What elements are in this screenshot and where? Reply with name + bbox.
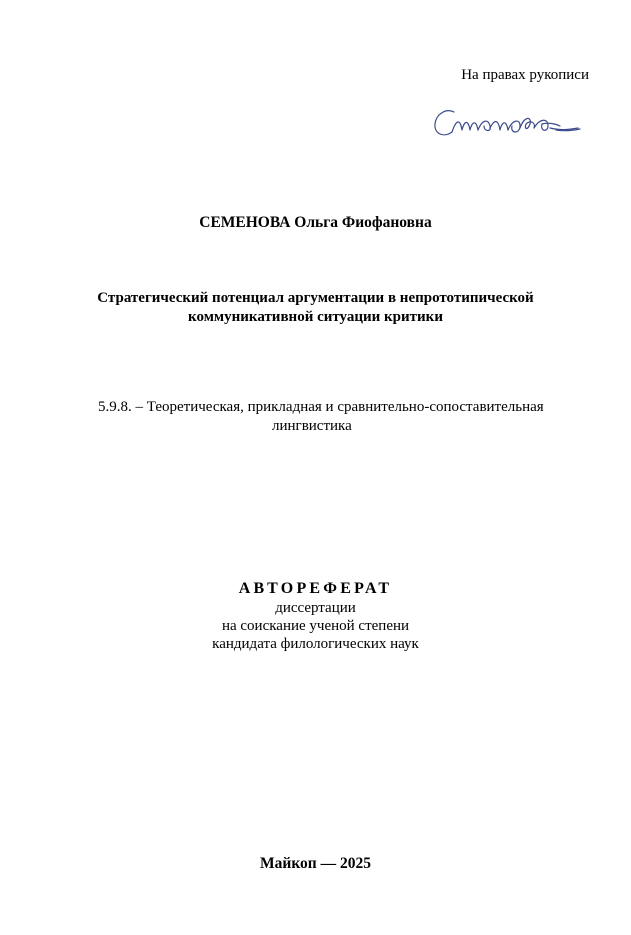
dissertation-title (60, 289, 571, 327)
abstract-line-3: кандидата филологических наук (212, 636, 419, 652)
abstract-line-2: на соискание ученой степени (221, 618, 410, 634)
title-line-2: коммуникативной ситуации критики (188, 309, 443, 325)
title-line-1: Стратегический потенциал аргументации в непрототипической (97, 290, 534, 306)
specialty-line-1: 5.9.8. – Теоретическая, прикладная и сравнительно-сопоставительная (98, 399, 544, 415)
place-and-year: Майкоп — 2025 (260, 855, 371, 872)
handwritten-signature (432, 104, 582, 142)
abstract-heading: АВТОРЕФЕРАТ (238, 580, 393, 597)
abstract-block (0, 580, 631, 653)
rights-note: На правах рукописи (461, 67, 589, 83)
specialty-line-2: лингвистика (272, 418, 352, 434)
abstract-line-1: диссертации (275, 600, 356, 616)
author-name: СЕМЕНОВА Ольга Фиофановна (199, 214, 432, 231)
